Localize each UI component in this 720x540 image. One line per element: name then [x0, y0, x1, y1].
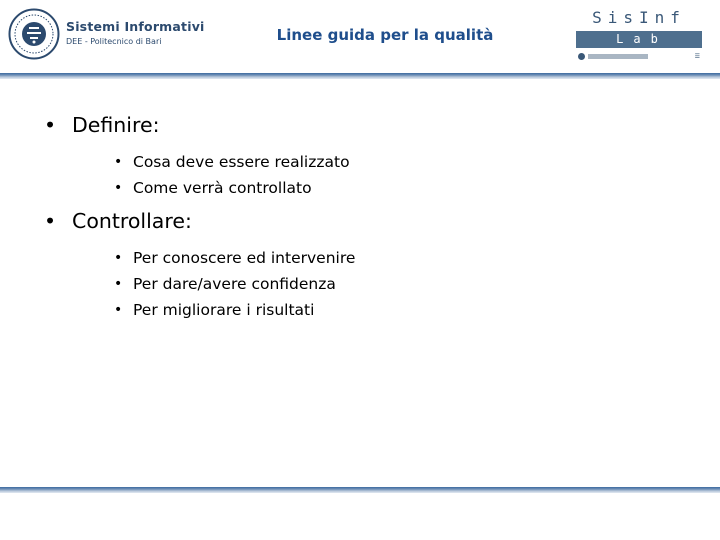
- org-subtitle: DEE - Politecnico di Bari: [66, 37, 162, 46]
- sub-bullet-icon: •: [114, 180, 123, 196]
- brand-logo: [576, 8, 702, 62]
- dee-mark-icon: ☰: [694, 53, 700, 60]
- bullet-icon: •: [44, 113, 57, 137]
- slide-content: [44, 111, 684, 323]
- sub-bullet-text: Per migliorare i risultati: [133, 301, 315, 319]
- org-title: Sistemi Informativi: [66, 19, 205, 34]
- footer-rule: [0, 487, 720, 493]
- slide-title: Linee guida per la qualità: [276, 26, 494, 44]
- sub-bullet-text: Come verrà controllato: [133, 179, 312, 197]
- brand-bottom-text: Lab: [576, 31, 702, 48]
- org-header: [66, 19, 205, 46]
- sub-bullet-text: Per conoscere ed intervenire: [133, 249, 356, 267]
- sub-bullet-icon: •: [114, 302, 123, 318]
- sub-bullet-text: Cosa deve essere realizzato: [133, 153, 350, 171]
- sub-bullet-item: [44, 271, 684, 297]
- sub-bullet-item: [44, 297, 684, 323]
- bullet-icon: •: [44, 209, 57, 233]
- sub-bullet-icon: •: [114, 154, 123, 170]
- sub-bullet-item: [44, 149, 684, 175]
- bullet-item: [44, 111, 684, 139]
- bullet-text: Definire:: [72, 113, 160, 137]
- brand-footer-strip: [576, 52, 702, 62]
- sub-bullet-icon: •: [114, 276, 123, 292]
- sub-bullet-item: [44, 175, 684, 201]
- brand-top-text: SisInf: [592, 8, 686, 27]
- header-rule: [0, 73, 720, 79]
- sub-bullet-text: Per dare/avere confidenza: [133, 275, 336, 293]
- sub-bullet-icon: •: [114, 250, 123, 266]
- bullet-item: [44, 207, 684, 235]
- sub-bullet-item: [44, 245, 684, 271]
- university-seal-icon: [8, 8, 60, 60]
- brand-caption-line: [588, 54, 648, 59]
- brand-dot-icon: [578, 53, 585, 60]
- bullet-text: Controllare:: [72, 209, 192, 233]
